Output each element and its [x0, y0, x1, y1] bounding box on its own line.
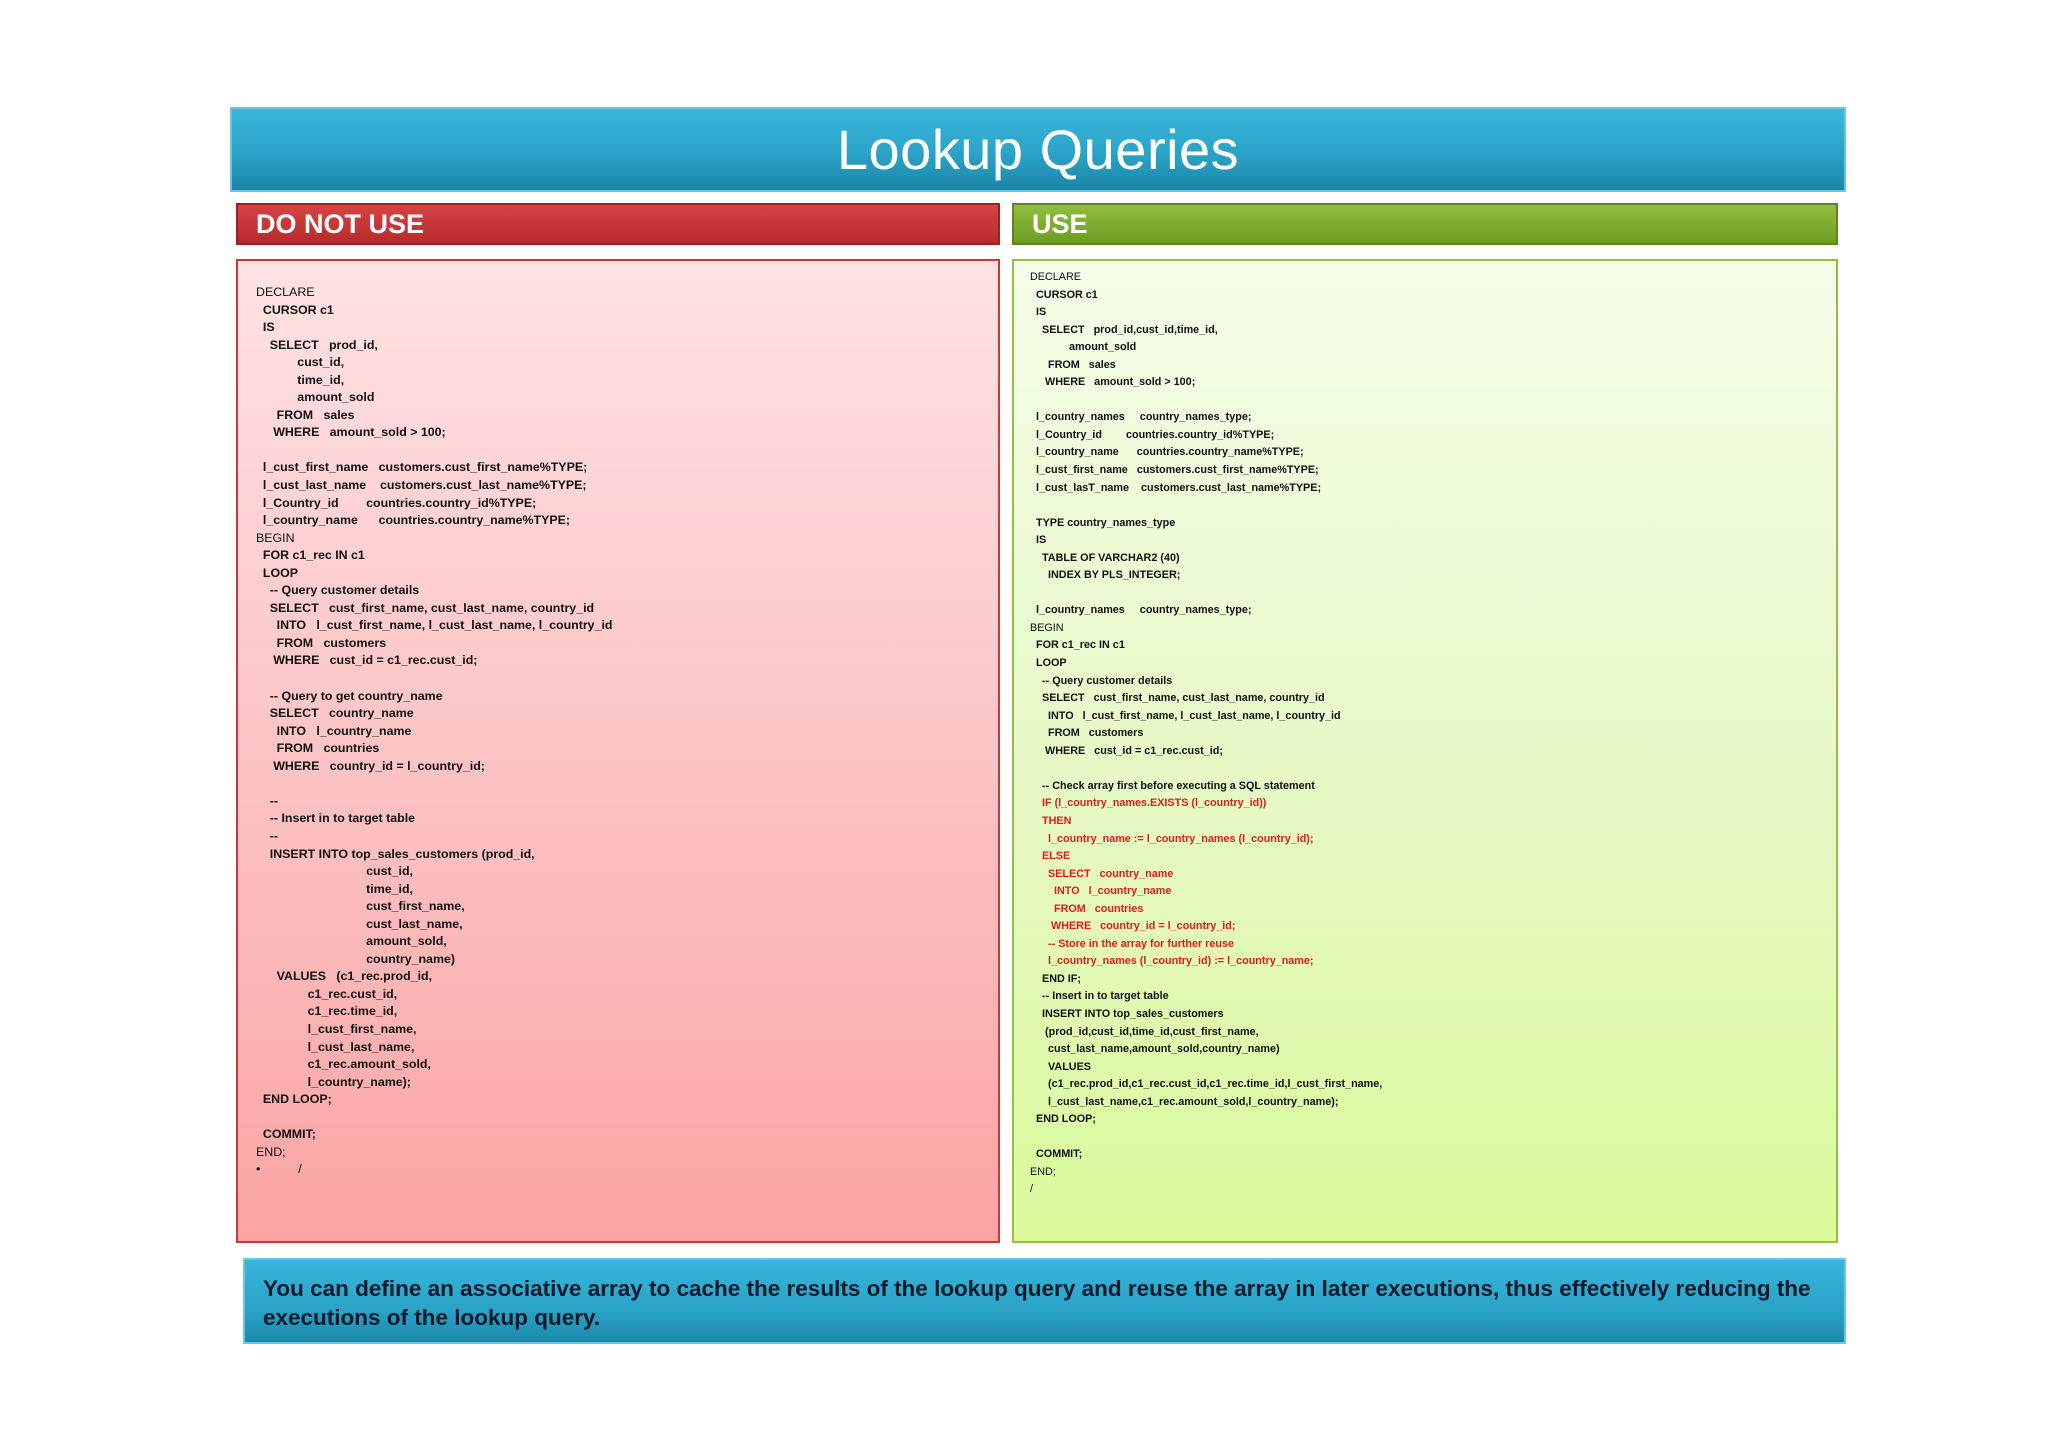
code-line: WHERE country_id = l_country_id; — [256, 758, 485, 773]
code-line: l_cust_first_name customers.cust_first_name%TYPE; — [256, 460, 588, 475]
code-line: COMMIT; — [1030, 1148, 1083, 1161]
code-line: -- Insert in to target table — [256, 811, 416, 826]
code-line: LOOP — [1030, 657, 1067, 670]
code-line: BEGIN — [1030, 621, 1064, 634]
code-line: c1_rec.cust_id, — [256, 986, 398, 1001]
code-line: WHERE amount_sold > 100; — [256, 425, 446, 440]
code-line: INDEX BY PLS_INTEGER; — [1030, 569, 1181, 582]
code-line: -- Store in the array for further reuse — [1030, 937, 1234, 950]
code-line: BEGIN — [256, 530, 295, 545]
code-line: FROM sales — [1030, 358, 1116, 371]
code-line: DECLARE — [256, 285, 315, 299]
code-line: IF (l_country_names.EXISTS (l_country_id)) — [1030, 797, 1267, 810]
code-line: DECLARE — [1030, 271, 1082, 283]
code-line: cust_id, — [256, 355, 345, 370]
code-line: l_cust_lasT_name customers.cust_last_name%TYPE; — [1030, 481, 1322, 494]
footer-note-box — [243, 1258, 1846, 1344]
code-line: LOOP — [256, 565, 298, 580]
do-not-use-header — [236, 203, 1000, 245]
code-line: TABLE OF VARCHAR2 (40) — [1030, 551, 1180, 564]
code-line: INTO l_country_name — [256, 723, 412, 738]
code-line: -- Query customer details — [256, 583, 420, 598]
use-code-block — [1030, 269, 1382, 1199]
code-line: END LOOP; — [256, 1092, 332, 1107]
code-line: SELECT prod_id,cust_id,time_id, — [1030, 323, 1218, 336]
footer-note: You can define an associative array to cache the results of the lookup query and reuse the array in later executions, thus effectively reducing the executions of the lookup query. — [263, 1276, 1811, 1330]
code-line: amount_sold — [256, 390, 375, 405]
code-line: l_Country_id countries.country_id%TYPE; — [256, 495, 537, 510]
use-code-panel — [1012, 259, 1838, 1243]
code-line: CURSOR c1 — [256, 302, 334, 317]
code-line: cust_id, — [256, 864, 413, 879]
code-line: INTO l_cust_first_name, l_cust_last_name, l_country_id — [256, 618, 613, 633]
code-line: l_cust_first_name customers.cust_first_name%TYPE; — [1030, 464, 1319, 477]
code-line: ELSE — [1030, 850, 1071, 863]
code-line — [256, 1109, 612, 1127]
code-line: FROM countries — [256, 741, 380, 756]
code-line: COMMIT; — [256, 1127, 316, 1142]
code-line: l_cust_last_name,c1_rec.amount_sold,l_country_name); — [1030, 1095, 1339, 1108]
code-line: FROM customers — [1030, 727, 1144, 740]
code-line: -- — [256, 793, 279, 808]
code-line — [1030, 392, 1382, 410]
code-line — [1030, 760, 1382, 778]
code-line: -- Query customer details — [1030, 674, 1173, 687]
code-line: -- — [256, 828, 279, 843]
code-line: WHERE country_id = l_country_id; — [1030, 920, 1236, 933]
code-line: WHERE cust_id = c1_rec.cust_id; — [1030, 744, 1223, 757]
code-line: TYPE country_names_type — [1030, 516, 1176, 529]
code-line: time_id, — [256, 881, 413, 896]
code-line: SELECT prod_id, — [256, 337, 378, 352]
page-title: Lookup Queries — [836, 118, 1240, 181]
code-line: -- Insert in to target table — [1030, 990, 1169, 1003]
code-line: FROM sales — [256, 407, 355, 422]
code-line: CURSOR c1 — [1030, 288, 1098, 301]
code-line: INTO l_country_name — [1030, 885, 1172, 898]
code-line: l_country_name countries.country_name%TYPE; — [1030, 446, 1304, 459]
code-line: FROM customers — [256, 635, 387, 650]
do-not-use-code-panel — [236, 259, 1000, 1243]
code-line — [256, 775, 612, 793]
code-line: VALUES — [1030, 1060, 1091, 1073]
code-line — [1030, 1129, 1382, 1147]
code-line: cust_last_name,amount_sold,country_name) — [1030, 1043, 1280, 1056]
use-header — [1012, 203, 1838, 245]
code-line: country_name) — [256, 951, 455, 966]
code-line: l_country_name countries.country_name%TYPE; — [256, 513, 570, 528]
code-line: l_cust_last_name, — [256, 1039, 415, 1054]
code-line: time_id, — [256, 372, 345, 387]
code-line: -- Query to get country_name — [256, 688, 443, 703]
title-bar — [230, 107, 1846, 192]
code-line: INTO l_cust_first_name, l_cust_last_name, l_country_id — [1030, 709, 1341, 722]
code-line: IS — [256, 320, 275, 335]
code-line: l_country_names (l_country_id) := l_country_name; — [1030, 955, 1314, 968]
code-line: l_country_name); — [256, 1074, 411, 1089]
do-not-use-code-block — [256, 284, 612, 1179]
code-line: SELECT country_name — [1030, 867, 1174, 880]
code-line: SELECT cust_first_name, cust_last_name, country_id — [256, 600, 595, 615]
code-line: l_country_name := l_country_names (l_country_id); — [1030, 832, 1314, 845]
code-line: FROM countries — [1030, 902, 1144, 915]
code-line: l_country_names country_names_type; — [1030, 604, 1252, 617]
code-line: (c1_rec.prod_id,c1_rec.cust_id,c1_rec.time_id,l_cust_first_name, — [1030, 1078, 1383, 1091]
code-line: VALUES (c1_rec.prod_id, — [256, 969, 433, 984]
code-line: c1_rec.time_id, — [256, 1004, 398, 1019]
code-line: amount_sold, — [256, 934, 447, 949]
code-line: l_country_names country_names_type; — [1030, 411, 1252, 424]
code-line: END; — [1030, 1165, 1056, 1178]
code-line: IS — [1030, 534, 1047, 547]
code-line: l_cust_first_name, — [256, 1021, 417, 1036]
code-line: THEN — [1030, 814, 1072, 827]
code-line: amount_sold — [1030, 341, 1137, 354]
code-line: / — [1030, 1183, 1033, 1196]
code-line: INSERT INTO top_sales_customers — [1030, 1007, 1224, 1020]
code-line: FOR c1_rec IN c1 — [256, 548, 365, 563]
code-line: SELECT country_name — [256, 706, 414, 721]
code-line: l_cust_last_name customers.cust_last_name%TYPE; — [256, 478, 587, 493]
code-line: END IF; — [1030, 972, 1081, 985]
use-label: USE — [1032, 208, 1088, 239]
code-line: IS — [1030, 306, 1047, 319]
code-line: (prod_id,cust_id,time_id,cust_first_name, — [1030, 1025, 1259, 1038]
code-line: WHERE cust_id = c1_rec.cust_id; — [256, 653, 478, 668]
code-line: FOR c1_rec IN c1 — [1030, 639, 1125, 652]
code-line: -- Check array first before executing a SQL statement — [1030, 779, 1315, 792]
code-line: cust_first_name, — [256, 899, 465, 914]
code-line: • / — [256, 1162, 302, 1177]
code-line: c1_rec.amount_sold, — [256, 1057, 431, 1072]
code-line — [256, 670, 612, 688]
code-line: cust_last_name, — [256, 916, 463, 931]
code-line: WHERE amount_sold > 100; — [1030, 376, 1196, 389]
code-line: l_Country_id countries.country_id%TYPE; — [1030, 428, 1275, 441]
code-line — [1030, 585, 1382, 603]
code-line: END; — [256, 1144, 286, 1159]
code-line — [256, 442, 612, 460]
code-line: END LOOP; — [1030, 1113, 1096, 1126]
code-line: INSERT INTO top_sales_customers (prod_id, — [256, 846, 535, 861]
do-not-use-label: DO NOT USE — [256, 208, 425, 239]
code-line — [1030, 497, 1382, 515]
code-line: SELECT cust_first_name, cust_last_name, country_id — [1030, 692, 1325, 705]
